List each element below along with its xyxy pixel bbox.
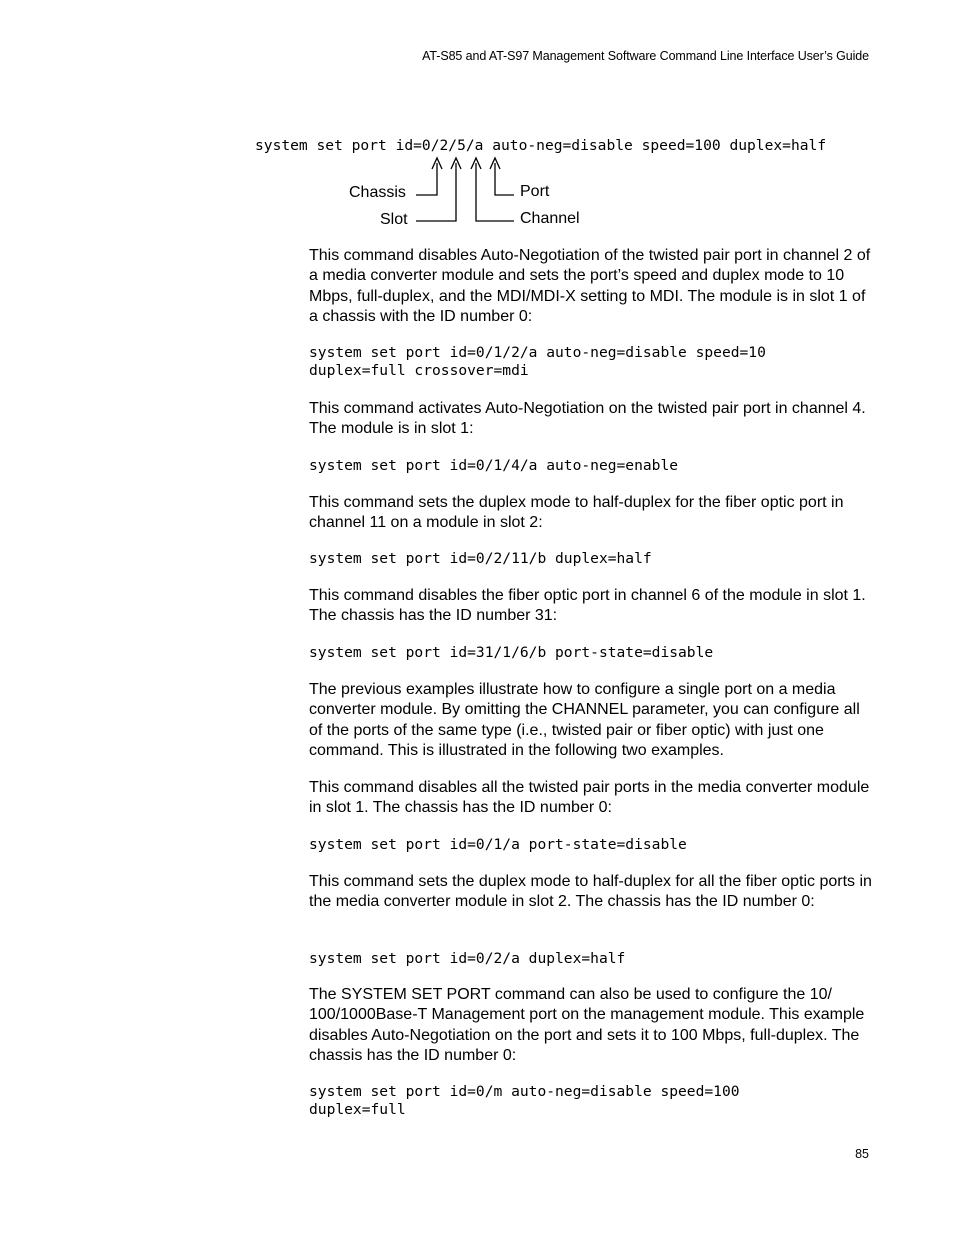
chassis-callout-line xyxy=(416,163,437,195)
code-example-2: system set port id=0/1/4/a auto-neg=enable xyxy=(309,457,679,474)
paragraph-3: This command sets the duplex mode to half-duplex for the fiber optic port in channel 11 on a module in slot 2: xyxy=(309,494,844,532)
code-example-1: system set port id=0/1/2/a auto-neg=disable speed=10 duplex=full crossover=mdi xyxy=(309,344,766,379)
paragraph-6: This command disables all the twisted pair ports in the media converter module in slot 1. The chassis has the ID number 0: xyxy=(309,779,870,817)
slot-label: Slot xyxy=(380,211,408,228)
port-callout-line xyxy=(495,163,514,195)
code-example-3: system set port id=0/2/11/b duplex=half xyxy=(309,550,652,567)
paragraph-7: This command sets the duplex mode to half-duplex for all the fiber optic ports in the media converter module in slot 2. The chassis has the ID number 0: xyxy=(309,873,872,911)
chassis-label: Chassis xyxy=(349,184,406,201)
channel-label: Channel xyxy=(520,210,580,227)
running-header: AT-S85 and AT-S97 Management Software Command Line Interface User’s Guide xyxy=(422,49,869,63)
port-label: Port xyxy=(520,183,550,200)
code-example-5: system set port id=0/1/a port-state=disable xyxy=(309,836,687,853)
code-example-4: system set port id=31/1/6/b port-state=disable xyxy=(309,644,714,661)
paragraph-5: The previous examples illustrate how to configure a single port on a media converter module. By omitting the CHANNEL parameter, you can configure all of the ports of the same type (i.e., twisted pair or fiber optic) with just one command. This is illustrated in the following two examples. xyxy=(309,681,860,759)
paragraph-2: This command activates Auto-Negotiation on the twisted pair port in channel 4. The module is in slot 1: xyxy=(309,400,866,438)
page-number: 85 xyxy=(855,1147,869,1161)
code-example-6: system set port id=0/2/a duplex=half xyxy=(309,950,626,967)
diagram-command: system set port id=0/2/5/a auto-neg=disable speed=100 duplex=half xyxy=(255,137,827,154)
paragraph-1: This command disables Auto-Negotiation of the twisted pair port in channel 2 of a media converter module and sets the port’s speed and duplex mode to 10 Mbps, full-duplex, and the MDI/MDI-X setting to MDI. The module is in slot 1 of a chassis with the ID number 0: xyxy=(309,247,871,325)
slot-callout-line xyxy=(416,163,456,221)
paragraph-8: The SYSTEM SET PORT command can also be used to configure the 10/ 100/1000Base-T Management port on the management module. This example disables Auto-Negotiation on the port and sets it to 100 Mbps, full-duplex. The chassis has the ID number 0: xyxy=(309,986,865,1064)
code-example-7: system set port id=0/m auto-neg=disable speed=100 duplex=full xyxy=(309,1083,740,1118)
paragraph-4: This command disables the fiber optic port in channel 6 of the module in slot 1. The chassis has the ID number 31: xyxy=(309,587,866,625)
